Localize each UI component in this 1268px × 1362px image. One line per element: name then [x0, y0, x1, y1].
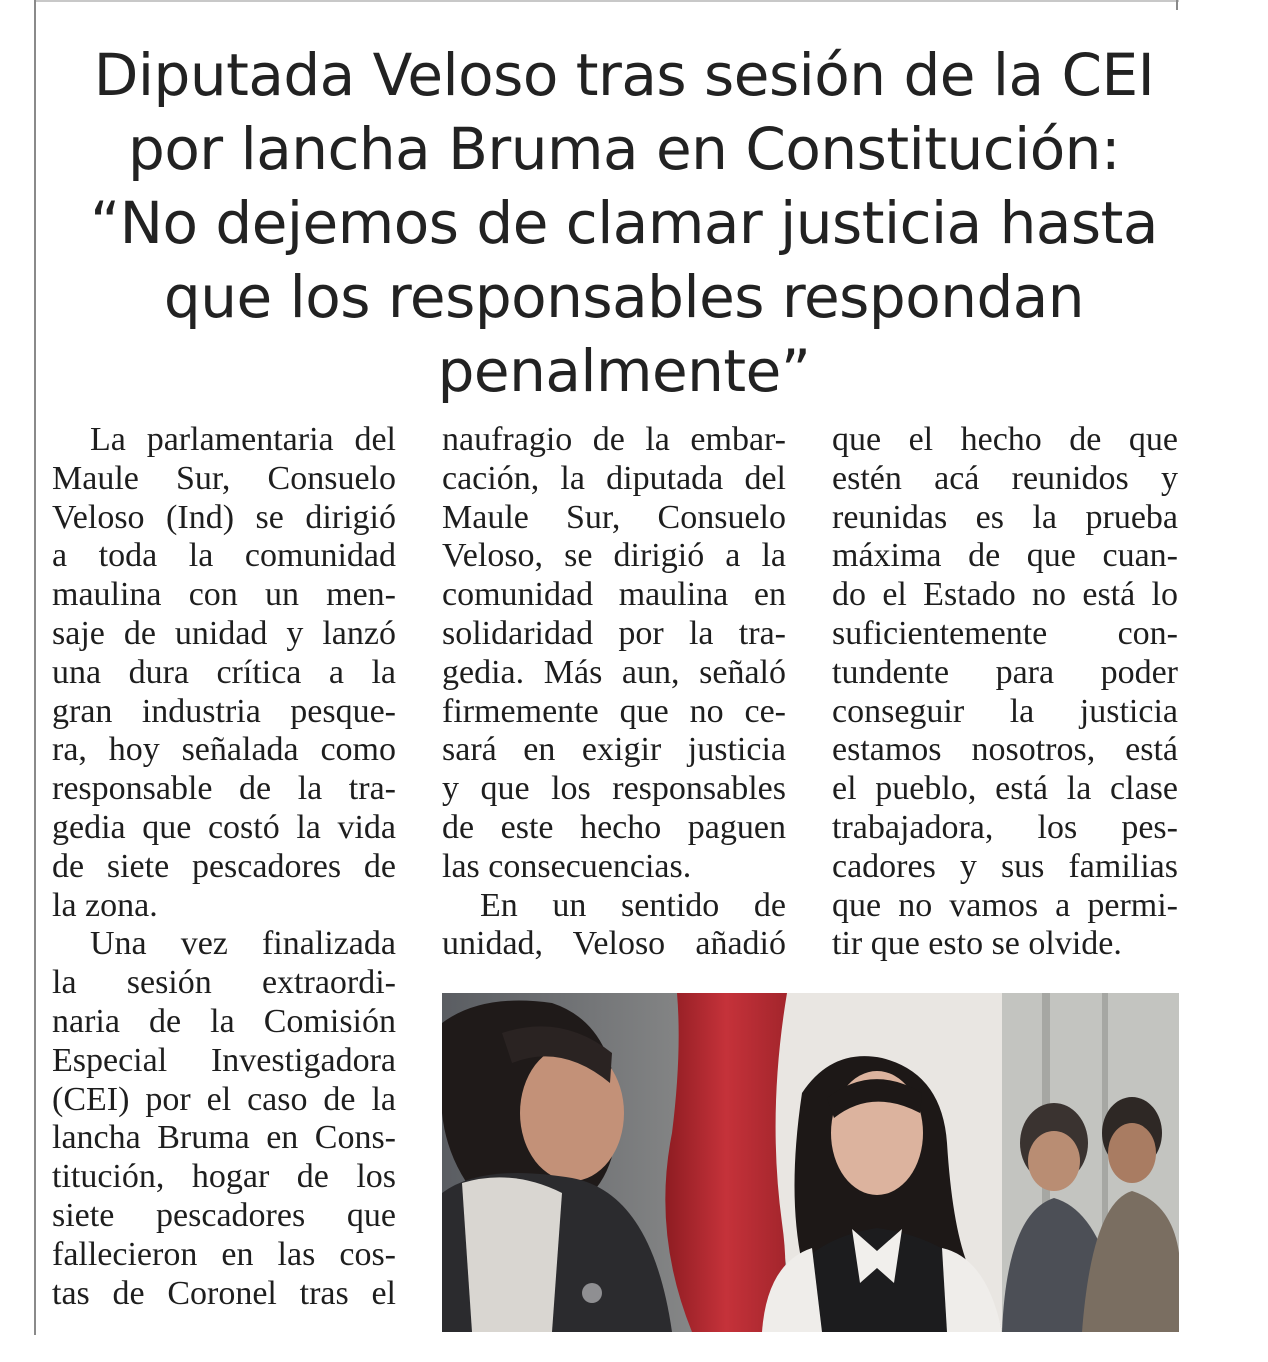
headline-line: Diputada Veloso tras sesión de la CEI — [93, 41, 1155, 109]
text-line: Especial Investigadora — [52, 1041, 396, 1079]
text-line: naufragio de la embar- — [442, 421, 786, 458]
text-line: Una vez finalizada — [90, 925, 396, 963]
text-line: Maule Sur, Consuelo — [52, 459, 396, 497]
text-line: saje de unidad y lanzó — [52, 614, 396, 652]
text-line: maulina con un men- — [52, 576, 396, 614]
text-line: la sesión extraordi- — [52, 964, 396, 1002]
text-line: estén acá reunidos y — [832, 459, 1178, 497]
photo-illustration — [442, 993, 1179, 1332]
text-line: máxima de que cuan- — [832, 537, 1178, 575]
article-column-3 — [832, 421, 1178, 964]
text-line: unidad, Veloso añadió — [442, 925, 786, 963]
article-photo — [442, 993, 1179, 1332]
text-line: La parlamentaria del — [90, 421, 396, 458]
text-line: firmemente que no ce- — [442, 692, 786, 730]
text-line: gedia. Más aun, señaló — [442, 653, 786, 691]
top-rule — [34, 0, 1179, 2]
top-right-tick — [1176, 0, 1178, 10]
headline-line: por lancha Bruma en Constitución: — [128, 115, 1120, 183]
text-line: estamos nosotros, está — [832, 731, 1178, 769]
text-line: a toda la comunidad — [52, 537, 396, 575]
text-line: fallecieron en las cos- — [52, 1235, 396, 1273]
text-line: el pueblo, está la clase — [832, 770, 1178, 808]
text-line: conseguir la justicia — [832, 692, 1178, 730]
article-column-2 — [442, 421, 786, 964]
text-line: solidaridad por la tra- — [442, 614, 786, 652]
text-line: gran industria pesque- — [52, 692, 396, 730]
text-line: de siete pescadores de — [52, 847, 396, 885]
text-line: tas de Coronel tras el — [52, 1274, 396, 1312]
text-line: comunidad maulina en — [442, 576, 786, 614]
text-line: cación, la diputada del — [442, 459, 786, 497]
text-line: suficientemente con- — [832, 614, 1178, 652]
text-line: que el hecho de que — [832, 421, 1178, 458]
text-line: reunidas es la prueba — [832, 498, 1178, 536]
headline-line: penalmente” — [437, 337, 811, 405]
text-line: y que los responsables — [442, 770, 786, 808]
text-line: lancha Bruma en Cons- — [52, 1119, 396, 1157]
text-line: la zona. — [52, 886, 158, 924]
text-line: ra, hoy señalada como — [52, 731, 396, 769]
text-line: trabajadora, los pes- — [832, 808, 1178, 846]
text-line: titución, hogar de los — [52, 1158, 396, 1196]
text-line: de este hecho paguen — [442, 808, 786, 846]
text-line: que no vamos a permi- — [832, 886, 1178, 924]
text-line: En un sentido de — [480, 886, 786, 924]
text-line: sará en exigir justicia — [442, 731, 786, 769]
text-line: Maule Sur, Consuelo — [442, 498, 786, 536]
text-line: siete pescadores que — [52, 1196, 396, 1234]
text-line: responsable de la tra- — [52, 770, 396, 808]
text-line: do el Estado no está lo — [832, 576, 1178, 614]
left-column-rule — [34, 0, 36, 1335]
text-line: cadores y sus familias — [832, 847, 1178, 885]
text-line: tundente para poder — [832, 653, 1178, 691]
text-line: Veloso (Ind) se dirigió — [52, 498, 396, 536]
headline-line: que los responsables respondan — [163, 263, 1085, 331]
headline — [40, 38, 1208, 408]
text-line: una dura crítica a la — [52, 653, 396, 691]
text-line: tir que esto se olvide. — [832, 925, 1122, 963]
text-line: (CEI) por el caso de la — [52, 1080, 396, 1118]
text-line: naria de la Comisión — [52, 1002, 396, 1040]
text-line: las consecuencias. — [442, 847, 692, 885]
text-line: gedia que costó la vida — [52, 808, 396, 846]
text-line: Veloso, se dirigió a la — [442, 537, 786, 575]
article-column-1 — [52, 421, 396, 1313]
headline-line: “No dejemos de clamar justicia hasta — [90, 189, 1158, 257]
